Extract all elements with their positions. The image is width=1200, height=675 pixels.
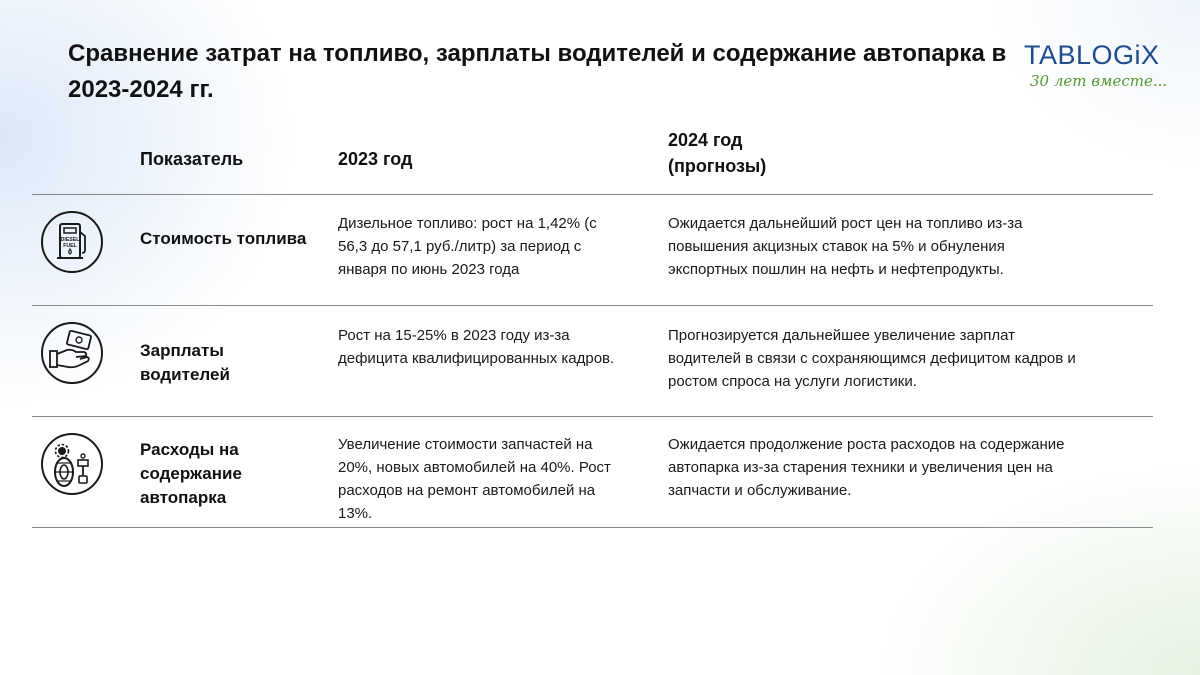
header-2024-note: (прогнозы)	[668, 156, 767, 176]
table-rule	[32, 416, 1153, 417]
table-rule	[32, 305, 1153, 306]
header-2024-title: 2024 год	[668, 130, 743, 150]
logo-name: TABLOGiX	[1024, 40, 1160, 70]
fuel-2023: Дизельное топливо: рост на 1,42% (с 56,3 до 57,1 руб./литр) за период с января по июнь 2023 года	[338, 215, 597, 278]
fleet-2024: Ожидается продолжение роста расходов на содержание автопарка из-за старения техники и увеличения цен на запчасти и обслуживание.	[668, 436, 1065, 499]
tire-parts-icon	[40, 432, 104, 496]
header-indicator: Показатель	[140, 149, 244, 169]
indicator-fuel: Стоимость топлива	[140, 229, 307, 248]
table-rule	[32, 194, 1153, 195]
icon-text-fuel: FUEL	[63, 243, 77, 249]
fleet-2023: Увеличение стоимости запчастей на 20%, новых автомобилей на 40%. Рост расходов на ремонт автомобилей на 13%.	[338, 436, 611, 522]
indicator-fleet: Расходы на содержание автопарка	[140, 440, 242, 507]
salaries-2024: Прогнозируется дальнейшее увеличение зарплат водителей в связи с сохраняющимся дефицитом кадров и ростом спроса на услуги логистики.	[668, 327, 1076, 390]
page-title: Сравнение затрат на топливо, зарплаты водителей и содержание автопарка в 2023-2024 гг.	[68, 40, 1007, 103]
salaries-2023: Рост на 15-25% в 2023 году из-за дефицита квалифицированных кадров.	[338, 327, 615, 367]
header-2024	[668, 127, 868, 179]
fuel-pump-icon	[40, 210, 104, 274]
logo	[1024, 40, 1174, 90]
logo-tagline: 30 лет вместе...	[1030, 72, 1168, 90]
header-2023: 2023 год	[338, 149, 413, 169]
fuel-2024: Ожидается дальнейший рост цен на топливо из-за повышения акцизных ставок на 5% и обнуления экспортных пошлин на нефть и нефтепродукты.	[668, 215, 1023, 278]
icon-text-diesel: DIESEL	[60, 237, 80, 243]
indicator-salaries: Зарплаты водителей	[140, 341, 230, 384]
money-hand-icon	[40, 321, 104, 385]
table-rule	[32, 527, 1153, 528]
